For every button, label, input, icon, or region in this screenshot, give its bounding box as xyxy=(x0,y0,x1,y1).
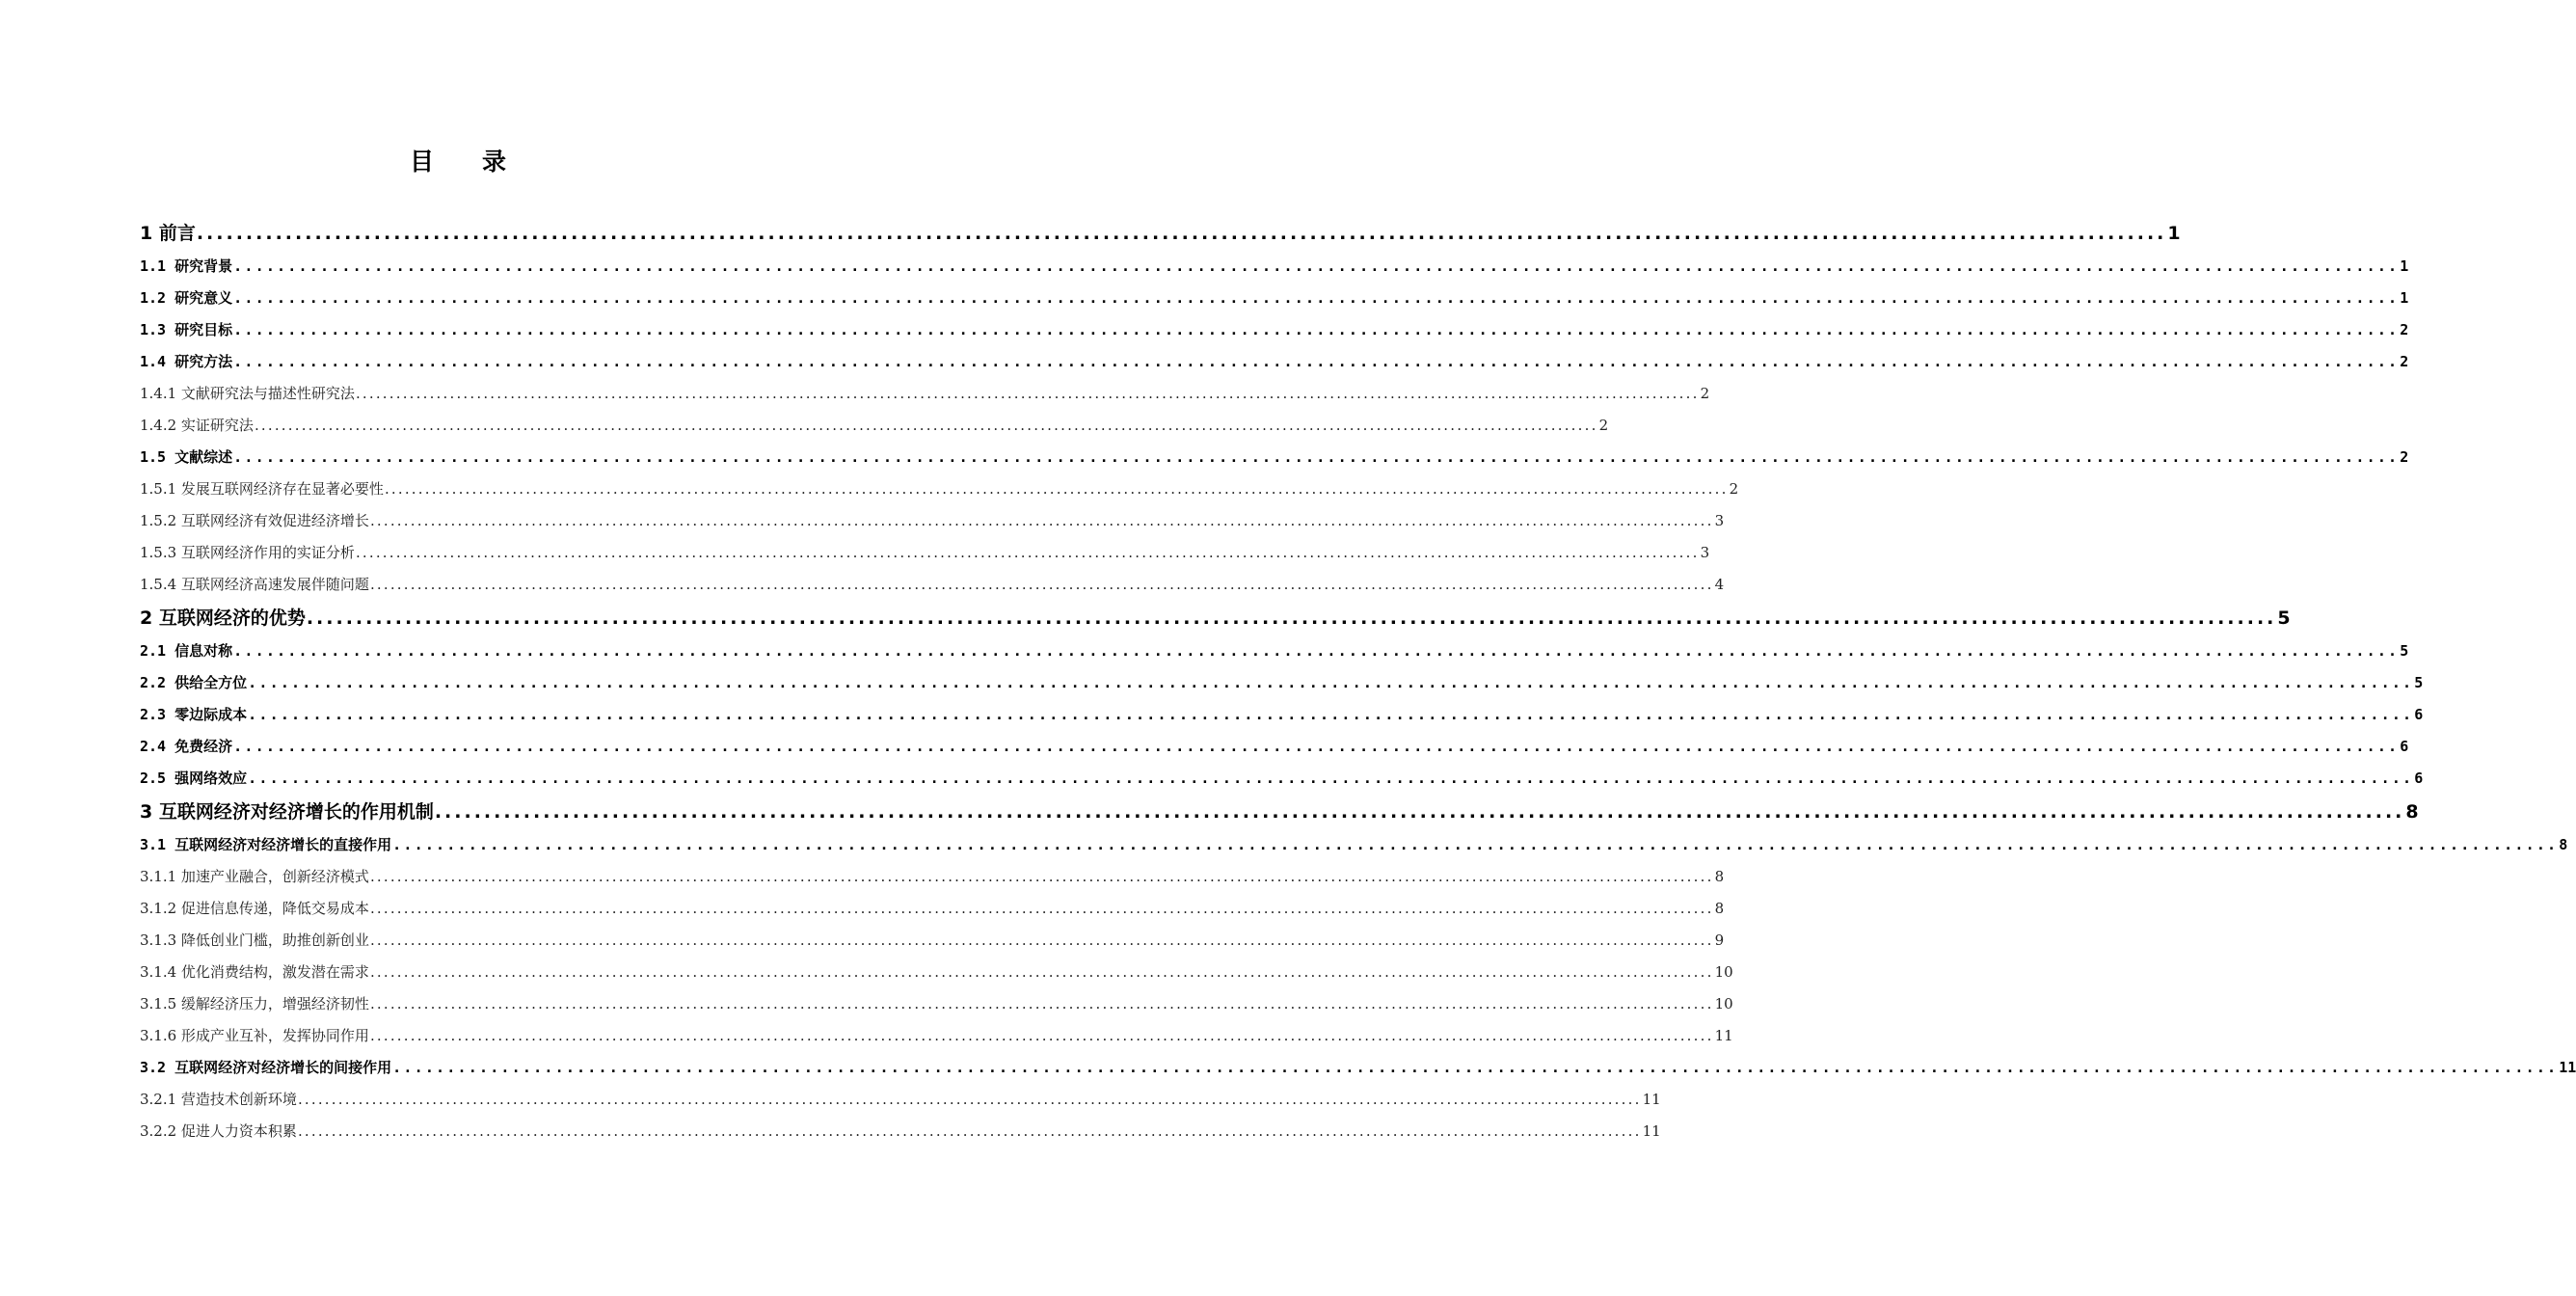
toc-entry-level-2[interactable] xyxy=(140,635,2409,667)
toc-leader-dots: ........................................................................................................................................................................................................ xyxy=(233,448,2400,466)
toc-page-number: 11 xyxy=(1714,1027,1733,1044)
toc-page-number: 2 xyxy=(1700,385,1710,402)
toc-leader-dots: ........................................................................................................................................................................................................ xyxy=(355,544,1700,561)
title-char-1: 目 xyxy=(409,148,434,176)
toc-page-number: 4 xyxy=(1714,576,1725,593)
toc-page-number: 6 xyxy=(2414,706,2424,723)
toc-entry-label: 3.1.4 优化消费结构，激发潜在需求 xyxy=(140,963,369,981)
toc-entry-label: 3.1.5 缓解经济压力，增强经济韧性 xyxy=(140,995,369,1012)
toc-entry-label: 1 前言 xyxy=(140,223,196,244)
toc-page-number: 3 xyxy=(1700,544,1710,561)
toc-entry-label: 3.1.3 降低创业门槛，助推创新创业 xyxy=(140,932,369,949)
toc-entry-level-2[interactable] xyxy=(140,763,2424,795)
toc-leader-dots: ........................................................................................................................................................................................................ xyxy=(297,1091,1642,1108)
toc-leader-dots: ........................................................................................................................................................................................................ xyxy=(233,642,2400,660)
toc-page-number: 6 xyxy=(2414,770,2424,787)
toc-entry-label: 1.3 研究目标 xyxy=(140,321,233,338)
toc-entry-level-3[interactable] xyxy=(140,1020,1733,1052)
toc-leader-dots: ........................................................................................................................................................................................................ xyxy=(392,836,2559,853)
toc-entry-label: 3.2.1 营造技术创新环境 xyxy=(140,1091,297,1108)
toc-entry-level-1[interactable] xyxy=(140,216,2181,251)
toc-leader-dots: ........................................................................................................................................................................................................ xyxy=(233,738,2400,755)
toc-page-number: 10 xyxy=(1714,995,1733,1012)
toc-entry-label: 1.5.4 互联网经济高速发展伴随问题 xyxy=(140,576,369,593)
toc-entry-level-2[interactable] xyxy=(140,667,2424,699)
toc-leader-dots: ........................................................................................................................................................................................................ xyxy=(369,868,1714,885)
toc-leader-dots: ........................................................................................................................................................................................................ xyxy=(434,801,2405,823)
toc-entry-label: 3.1.6 形成产业互补，发挥协同作用 xyxy=(140,1027,369,1044)
toc-page-number: 3 xyxy=(1714,512,1725,529)
toc-entry-level-2[interactable] xyxy=(140,346,2409,378)
toc-leader-dots: ........................................................................................................................................................................................................ xyxy=(196,223,2167,244)
toc-leader-dots: ........................................................................................................................................................................................................ xyxy=(297,1122,1642,1140)
toc-page-number: 1 xyxy=(2400,289,2409,307)
toc-leader-dots: ........................................................................................................................................................................................................ xyxy=(369,995,1714,1012)
toc-page-number: 6 xyxy=(2400,738,2409,755)
toc-entry-label: 1.4 研究方法 xyxy=(140,353,233,370)
toc-entry-level-1[interactable] xyxy=(140,795,2419,829)
toc-entry-level-1[interactable] xyxy=(140,601,2291,635)
toc-page-number: 5 xyxy=(2277,608,2291,629)
toc-entry-level-3[interactable] xyxy=(140,537,1710,569)
toc-leader-dots: ........................................................................................................................................................................................................ xyxy=(369,932,1714,949)
toc-page-number: 5 xyxy=(2400,642,2409,660)
toc-page-number: 10 xyxy=(1714,963,1733,981)
toc-leader-dots: ........................................................................................................................................................................................................ xyxy=(248,770,2414,787)
toc-entry-level-2[interactable] xyxy=(140,314,2409,346)
toc-leader-dots: ........................................................................................................................................................................................................ xyxy=(233,289,2400,307)
page-title xyxy=(0,143,916,177)
toc-entry-level-2[interactable] xyxy=(140,1052,2576,1084)
toc-entry-label: 1.1 研究背景 xyxy=(140,257,233,275)
toc-page-number: 9 xyxy=(1714,932,1725,949)
toc-entry-level-3[interactable] xyxy=(140,893,1725,925)
toc-leader-dots: ........................................................................................................................................................................................................ xyxy=(369,900,1714,917)
toc-leader-dots: ........................................................................................................................................................................................................ xyxy=(248,674,2414,691)
toc-leader-dots: ........................................................................................................................................................................................................ xyxy=(306,608,2277,629)
toc-entry-level-3[interactable] xyxy=(140,1116,1661,1148)
toc-leader-dots: ........................................................................................................................................................................................................ xyxy=(248,706,2414,723)
toc-entry-level-3[interactable] xyxy=(140,378,1710,410)
toc-entry-level-3[interactable] xyxy=(140,988,1733,1020)
title-char-2: 录 xyxy=(482,148,507,176)
toc-entry-level-2[interactable] xyxy=(140,829,2568,861)
toc-entry-level-2[interactable] xyxy=(140,251,2409,283)
toc-page-number: 8 xyxy=(2405,801,2419,823)
toc-leader-dots: ........................................................................................................................................................................................................ xyxy=(369,963,1714,981)
toc-page-number: 8 xyxy=(1714,900,1725,917)
toc-leader-dots: ........................................................................................................................................................................................................ xyxy=(369,512,1714,529)
toc-page-number: 8 xyxy=(2559,836,2568,853)
toc-entry-label: 2.5 强网络效应 xyxy=(140,770,248,787)
toc-page-number: 1 xyxy=(2167,223,2181,244)
toc-leader-dots: ........................................................................................................................................................................................................ xyxy=(233,257,2400,275)
toc-entry-level-3[interactable] xyxy=(140,925,1725,957)
toc-entry-label: 3.1.1 加速产业融合，创新经济模式 xyxy=(140,868,369,885)
toc-entry-label: 3.1.2 促进信息传递，降低交易成本 xyxy=(140,900,369,917)
toc-leader-dots: ........................................................................................................................................................................................................ xyxy=(392,1059,2559,1076)
toc-entry-level-2[interactable] xyxy=(140,731,2409,763)
toc-entry-level-2[interactable] xyxy=(140,283,2409,314)
toc-leader-dots: ........................................................................................................................................................................................................ xyxy=(254,417,1598,434)
toc-entry-level-3[interactable] xyxy=(140,957,1733,988)
toc-entry-label: 1.4.1 文献研究法与描述性研究法 xyxy=(140,385,355,402)
toc-entry-label: 3.1 互联网经济对经济增长的直接作用 xyxy=(140,836,392,853)
toc-page-number: 11 xyxy=(1642,1091,1661,1108)
toc-entry-level-3[interactable] xyxy=(140,569,1725,601)
toc-entry-label: 3.2.2 促进人力资本积累 xyxy=(140,1122,297,1140)
toc-entry-label: 1.5.3 互联网经济作用的实证分析 xyxy=(140,544,355,561)
toc-leader-dots: ........................................................................................................................................................................................................ xyxy=(369,1027,1714,1044)
toc-entry-label: 3 互联网经济对经济增长的作用机制 xyxy=(140,801,434,823)
toc-page-number: 2 xyxy=(1729,480,1739,498)
toc-page-number: 11 xyxy=(2559,1059,2576,1076)
toc-page-number: 2 xyxy=(2400,321,2409,338)
toc-entry-label: 1.2 研究意义 xyxy=(140,289,233,307)
toc-entry-level-3[interactable] xyxy=(140,410,1609,442)
toc-entry-level-2[interactable] xyxy=(140,442,2409,473)
toc-entry-level-3[interactable] xyxy=(140,861,1725,893)
toc-entry-label: 1.5 文献综述 xyxy=(140,448,233,466)
toc-leader-dots: ........................................................................................................................................................................................................ xyxy=(384,480,1729,498)
toc-entry-level-3[interactable] xyxy=(140,473,1739,505)
toc-leader-dots: ........................................................................................................................................................................................................ xyxy=(233,321,2400,338)
toc-entry-label: 2.4 免费经济 xyxy=(140,738,233,755)
toc-entry-label: 3.2 互联网经济对经济增长的间接作用 xyxy=(140,1059,392,1076)
toc-page-number: 1 xyxy=(2400,257,2409,275)
toc-entry-level-2[interactable] xyxy=(140,699,2424,731)
toc-page-number: 5 xyxy=(2414,674,2424,691)
toc-entry-label: 1.5.2 互联网经济有效促进经济增长 xyxy=(140,512,369,529)
toc-leader-dots: ........................................................................................................................................................................................................ xyxy=(233,353,2400,370)
toc-leader-dots: ........................................................................................................................................................................................................ xyxy=(369,576,1714,593)
toc-entry-label: 1.5.1 发展互联网经济存在显著必要性 xyxy=(140,480,384,498)
toc-entry-level-3[interactable] xyxy=(140,505,1725,537)
toc-page-number: 11 xyxy=(1642,1122,1661,1140)
toc-page-number: 2 xyxy=(2400,353,2409,370)
table-of-contents xyxy=(140,216,2576,1148)
toc-entry-level-3[interactable] xyxy=(140,1084,1661,1116)
toc-entry-label: 2 互联网经济的优势 xyxy=(140,608,306,629)
toc-entry-label: 1.4.2 实证研究法 xyxy=(140,417,254,434)
toc-entry-label: 2.2 供给全方位 xyxy=(140,674,248,691)
toc-entry-label: 2.1 信息对称 xyxy=(140,642,233,660)
toc-leader-dots: ........................................................................................................................................................................................................ xyxy=(355,385,1700,402)
toc-page-number: 8 xyxy=(1714,868,1725,885)
toc-entry-label: 2.3 零边际成本 xyxy=(140,706,248,723)
toc-page-number: 2 xyxy=(1598,417,1609,434)
toc-page-number: 2 xyxy=(2400,448,2409,466)
